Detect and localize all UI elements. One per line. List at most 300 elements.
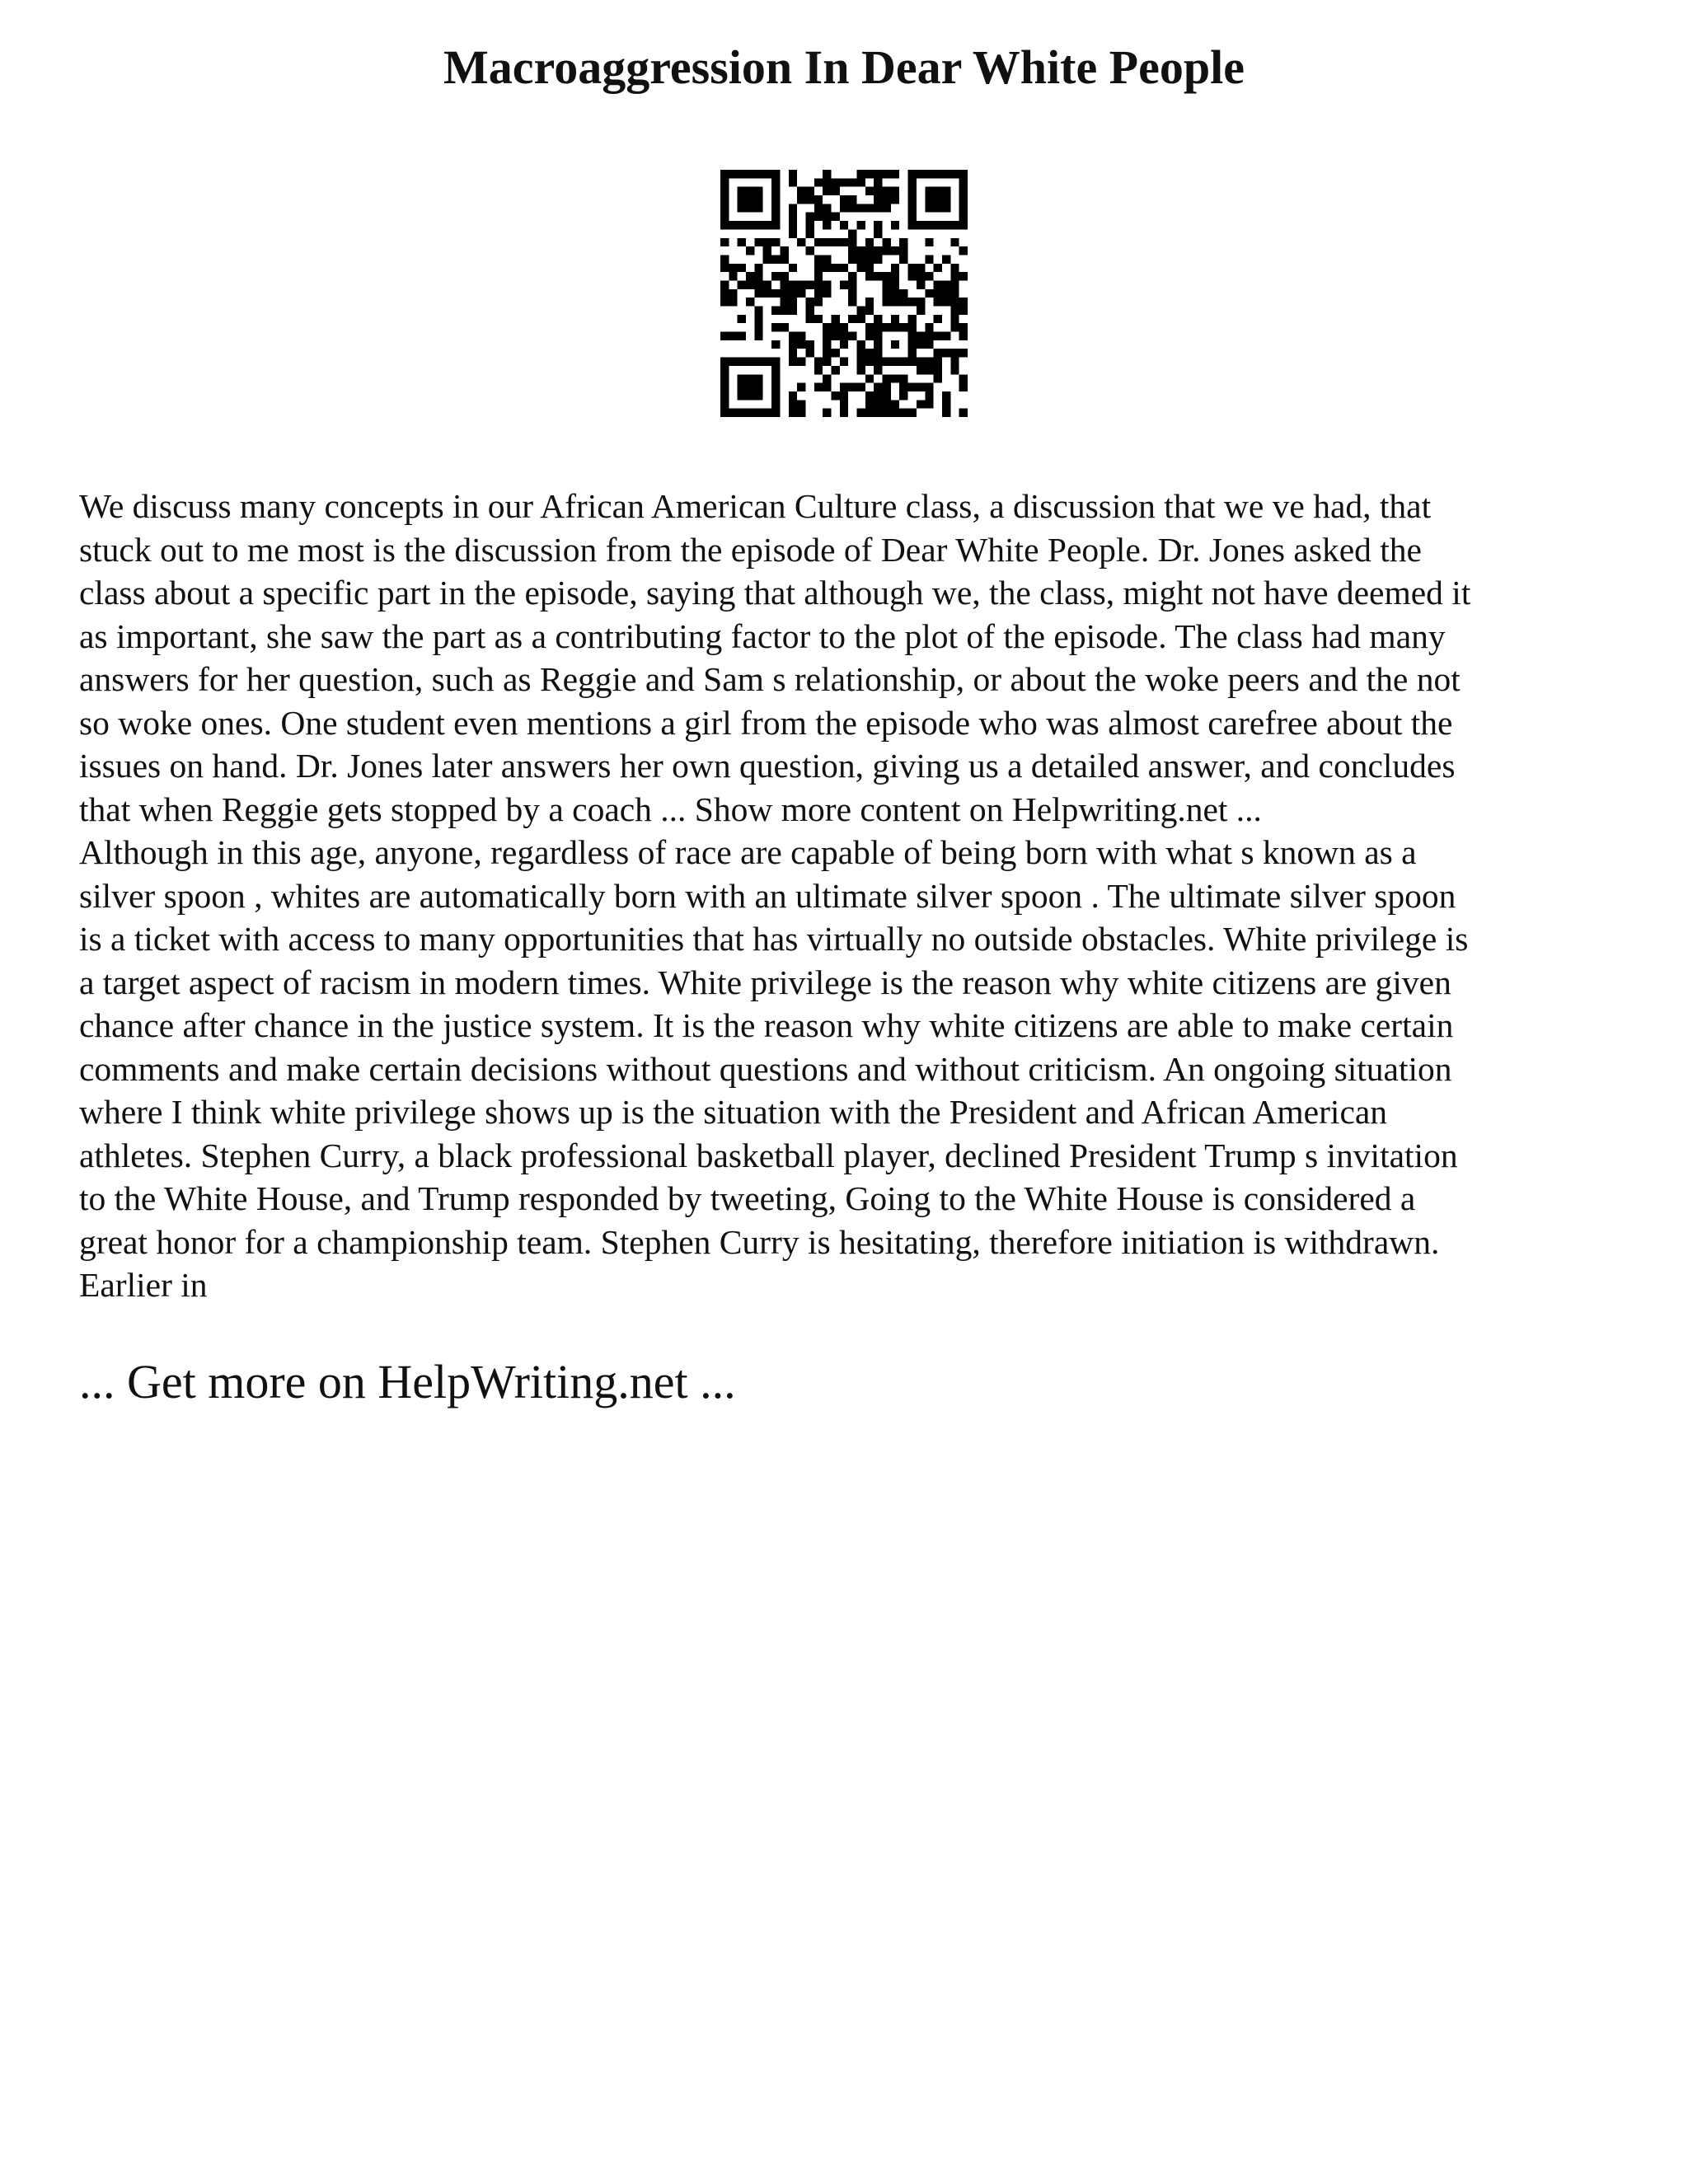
qr-module: [848, 315, 856, 323]
qr-module: [917, 332, 925, 340]
get-more-link[interactable]: ... Get more on HelpWriting.net ...: [79, 1355, 736, 1408]
qr-module: [874, 383, 882, 391]
qr-module: [950, 307, 959, 315]
qr-module: [959, 323, 968, 331]
qr-module: [729, 170, 737, 178]
qr-module: [720, 391, 729, 400]
qr-module: [746, 358, 754, 366]
qr-module: [746, 391, 754, 400]
qr-module: [814, 178, 823, 186]
qr-module: [925, 289, 933, 298]
qr-module: [925, 383, 933, 391]
qr-module: [934, 358, 942, 366]
qr-module: [789, 332, 797, 340]
qr-module: [720, 255, 729, 263]
qr-module: [950, 349, 959, 357]
qr-module: [754, 289, 762, 298]
qr-module: [950, 272, 959, 280]
qr-module: [874, 178, 882, 186]
qr-module: [805, 298, 814, 306]
qr-module: [771, 383, 780, 391]
qr-module: [934, 349, 942, 357]
qr-module: [959, 213, 968, 221]
qr-module: [917, 170, 925, 178]
qr-module: [925, 391, 933, 400]
qr-module: [934, 204, 942, 212]
qr-module: [874, 255, 882, 263]
qr-module: [925, 358, 933, 366]
qr-module: [865, 170, 874, 178]
qr-module: [917, 221, 925, 229]
qr-module: [934, 298, 942, 306]
qr-module: [908, 272, 917, 280]
qr-module: [950, 264, 959, 272]
qr-module: [763, 255, 771, 263]
qr-module: [857, 264, 865, 272]
qr-module: [857, 178, 865, 186]
qr-module: [797, 332, 805, 340]
qr-module: [823, 204, 831, 212]
qr-module: [823, 349, 831, 357]
qr-module: [797, 340, 805, 349]
qr-module: [840, 204, 848, 212]
qr-module: [925, 272, 933, 280]
qr-module: [754, 332, 762, 340]
qr-module: [848, 383, 856, 391]
qr-module: [805, 246, 814, 255]
qr-module: [857, 307, 865, 315]
qr-module: [805, 213, 814, 221]
qr-module: [908, 221, 917, 229]
qr-module: [950, 315, 959, 323]
qr-module: [754, 374, 762, 382]
qr-module: [754, 264, 762, 272]
qr-module: [729, 358, 737, 366]
qr-module: [908, 213, 917, 221]
qr-module: [738, 374, 746, 382]
qr-code: [720, 170, 968, 417]
qr-module: [720, 280, 729, 288]
qr-module: [874, 204, 882, 212]
qr-module: [908, 409, 917, 417]
qr-module: [746, 374, 754, 382]
qr-module: [771, 400, 780, 408]
qr-module: [771, 255, 780, 263]
qr-module: [754, 323, 762, 331]
qr-module: [729, 221, 737, 229]
qr-module: [908, 358, 917, 366]
qr-module: [883, 204, 891, 212]
qr-module: [754, 409, 762, 417]
qr-module: [950, 289, 959, 298]
qr-module: [738, 358, 746, 366]
qr-module: [814, 272, 823, 280]
qr-module: [831, 213, 839, 221]
qr-module: [908, 298, 917, 306]
qr-module: [934, 187, 942, 195]
qr-module: [891, 289, 899, 298]
qr-module: [789, 264, 797, 272]
qr-module: [738, 315, 746, 323]
qr-module: [814, 358, 823, 366]
qr-module: [840, 238, 848, 246]
qr-module: [865, 246, 874, 255]
qr-module: [925, 238, 933, 246]
qr-module: [738, 170, 746, 178]
qr-module: [917, 340, 925, 349]
qr-module: [771, 391, 780, 400]
qr-module: [874, 195, 882, 204]
qr-module: [934, 280, 942, 288]
qr-module: [720, 238, 729, 246]
qr-module: [720, 289, 729, 298]
qr-module: [805, 280, 814, 288]
qr-module: [738, 204, 746, 212]
qr-module: [763, 289, 771, 298]
qr-module: [942, 204, 950, 212]
qr-module: [789, 298, 797, 306]
qr-module: [883, 195, 891, 204]
qr-module: [883, 246, 891, 255]
qr-module: [925, 340, 933, 349]
qr-module: [840, 323, 848, 331]
qr-module: [950, 221, 959, 229]
qr-module: [857, 409, 865, 417]
qr-module: [917, 280, 925, 288]
qr-module: [789, 178, 797, 186]
qr-module: [857, 383, 865, 391]
qr-module: [950, 280, 959, 288]
qr-module: [831, 187, 839, 195]
qr-module: [823, 383, 831, 391]
qr-module: [908, 204, 917, 212]
qr-module: [883, 400, 891, 408]
qr-module: [789, 213, 797, 221]
qr-module: [729, 409, 737, 417]
qr-module: [883, 238, 891, 246]
qr-module: [891, 170, 899, 178]
qr-module: [942, 409, 950, 417]
qr-module: [857, 315, 865, 323]
qr-module: [848, 195, 856, 204]
qr-module: [865, 400, 874, 408]
qr-module: [771, 213, 780, 221]
qr-module: [857, 246, 865, 255]
qr-module: [780, 246, 788, 255]
qr-module: [789, 280, 797, 288]
qr-module: [746, 204, 754, 212]
qr-module: [805, 187, 814, 195]
qr-module: [754, 272, 762, 280]
qr-module: [797, 409, 805, 417]
qr-module: [934, 264, 942, 272]
qr-module: [720, 332, 729, 340]
qr-module: [865, 409, 874, 417]
qr-module: [746, 383, 754, 391]
qr-module: [771, 272, 780, 280]
qr-module: [891, 374, 899, 382]
qr-module: [950, 170, 959, 178]
qr-module: [729, 264, 737, 272]
qr-module: [754, 383, 762, 391]
qr-module: [831, 315, 839, 323]
qr-module: [805, 315, 814, 323]
qr-module: [771, 358, 780, 366]
qr-module: [959, 307, 968, 315]
qr-module: [746, 187, 754, 195]
qr-module: [950, 238, 959, 246]
qr-module: [942, 255, 950, 263]
qr-module: [738, 391, 746, 400]
qr-module: [865, 323, 874, 331]
qr-module: [814, 383, 823, 391]
qr-module: [763, 409, 771, 417]
qr-module: [780, 289, 788, 298]
qr-module: [771, 409, 780, 417]
qr-module: [814, 264, 823, 272]
qr-module: [857, 221, 865, 229]
qr-module: [899, 255, 907, 263]
qr-module: [823, 358, 831, 366]
qr-module: [805, 229, 814, 237]
qr-module: [925, 366, 933, 374]
qr-module: [942, 391, 950, 400]
qr-module: [942, 400, 950, 408]
qr-module: [823, 332, 831, 340]
qr-module: [883, 298, 891, 306]
qr-module: [738, 332, 746, 340]
qr-module: [823, 409, 831, 417]
qr-module: [874, 170, 882, 178]
qr-module: [814, 213, 823, 221]
qr-module: [848, 246, 856, 255]
qr-module: [746, 195, 754, 204]
qr-module: [899, 358, 907, 366]
qr-module: [771, 307, 780, 315]
qr-module: [848, 255, 856, 263]
qr-module: [959, 272, 968, 280]
qr-module: [891, 315, 899, 323]
qr-module: [823, 255, 831, 263]
qr-module: [729, 289, 737, 298]
qr-module: [891, 400, 899, 408]
qr-module: [840, 264, 848, 272]
qr-module: [899, 238, 907, 246]
qr-module: [771, 178, 780, 186]
qr-module: [720, 221, 729, 229]
qr-module: [789, 204, 797, 212]
qr-module: [865, 255, 874, 263]
qr-module: [729, 332, 737, 340]
qr-module: [874, 246, 882, 255]
qr-module: [908, 170, 917, 178]
qr-module: [729, 298, 737, 306]
qr-module: [823, 323, 831, 331]
qr-module: [865, 349, 874, 357]
qr-module: [771, 195, 780, 204]
qr-module: [883, 374, 891, 382]
qr-module: [823, 178, 831, 186]
qr-module: [720, 213, 729, 221]
qr-module: [891, 195, 899, 204]
qr-module: [865, 238, 874, 246]
qr-module: [738, 409, 746, 417]
qr-module: [908, 264, 917, 272]
qr-module: [823, 280, 831, 288]
qr-module: [925, 323, 933, 331]
qr-module: [917, 366, 925, 374]
qr-module: [754, 187, 762, 195]
qr-module: [874, 391, 882, 400]
qr-module: [874, 229, 882, 237]
qr-module: [959, 195, 968, 204]
qr-module: [942, 349, 950, 357]
qr-module: [848, 229, 856, 237]
qr-module: [754, 391, 762, 400]
qr-module: [942, 170, 950, 178]
qr-module: [720, 204, 729, 212]
qr-module: [797, 358, 805, 366]
qr-module: [805, 195, 814, 204]
qr-module: [959, 383, 968, 391]
qr-module: [840, 178, 848, 186]
qr-module: [814, 315, 823, 323]
qr-module: [780, 307, 788, 315]
qr-module: [950, 366, 959, 374]
qr-module: [814, 366, 823, 374]
qr-module: [865, 204, 874, 212]
qr-module: [840, 280, 848, 288]
qr-module: [891, 409, 899, 417]
qr-code-icon: [720, 170, 968, 417]
qr-module: [883, 409, 891, 417]
qr-module: [805, 349, 814, 357]
qr-module: [908, 383, 917, 391]
qr-module: [754, 358, 762, 366]
qr-module: [729, 272, 737, 280]
qr-module: [746, 272, 754, 280]
qr-module: [738, 195, 746, 204]
qr-module: [754, 315, 762, 323]
qr-module: [865, 374, 874, 382]
qr-module: [934, 289, 942, 298]
qr-module: [883, 280, 891, 288]
qr-module: [925, 204, 933, 212]
qr-module: [823, 238, 831, 246]
qr-module: [874, 349, 882, 357]
qr-module: [959, 204, 968, 212]
qr-module: [763, 221, 771, 229]
qr-module: [857, 170, 865, 178]
qr-module: [942, 187, 950, 195]
qr-module: [789, 289, 797, 298]
qr-module: [754, 170, 762, 178]
qr-module: [917, 264, 925, 272]
qr-module: [865, 264, 874, 272]
qr-module: [959, 409, 968, 417]
qr-module: [771, 323, 780, 331]
qr-module: [831, 391, 839, 400]
qr-module: [874, 358, 882, 366]
qr-module: [891, 358, 899, 366]
qr-module: [950, 298, 959, 306]
qr-module: [874, 315, 882, 323]
qr-module: [917, 383, 925, 391]
qr-module: [771, 340, 780, 349]
qr-module: [959, 349, 968, 357]
qr-module: [908, 187, 917, 195]
qr-module: [891, 323, 899, 331]
qr-module: [857, 204, 865, 212]
qr-module: [959, 332, 968, 340]
qr-module: [857, 358, 865, 366]
qr-module: [805, 307, 814, 315]
qr-module: [908, 195, 917, 204]
qr-module: [874, 221, 882, 229]
qr-module: [780, 323, 788, 331]
qr-module: [763, 246, 771, 255]
qr-module: [942, 280, 950, 288]
qr-module: [874, 332, 882, 340]
qr-module: [789, 340, 797, 349]
qr-module: [814, 289, 823, 298]
qr-module: [823, 221, 831, 229]
qr-module: [874, 323, 882, 331]
qr-module: [883, 383, 891, 391]
qr-module: [831, 349, 839, 357]
qr-module: [959, 178, 968, 186]
qr-module: [840, 358, 848, 366]
qr-module: [934, 332, 942, 340]
qr-module: [934, 374, 942, 382]
qr-module: [720, 358, 729, 366]
qr-module: [831, 264, 839, 272]
qr-module: [771, 366, 780, 374]
qr-module: [959, 170, 968, 178]
qr-module: [797, 238, 805, 246]
qr-module: [840, 409, 848, 417]
qr-module: [899, 374, 907, 382]
qr-module: [848, 238, 856, 246]
qr-module: [746, 409, 754, 417]
qr-module: [789, 349, 797, 357]
qr-module: [883, 289, 891, 298]
qr-module: [959, 246, 968, 255]
qr-module: [942, 332, 950, 340]
qr-module: [925, 255, 933, 263]
qr-module: [874, 340, 882, 349]
qr-module: [899, 298, 907, 306]
qr-module: [874, 272, 882, 280]
page-title: Macroaggression In Dear White People: [443, 40, 1245, 94]
qr-module: [814, 255, 823, 263]
qr-module: [891, 340, 899, 349]
qr-module: [771, 170, 780, 178]
qr-module: [942, 221, 950, 229]
qr-module: [874, 187, 882, 195]
qr-module: [950, 323, 959, 331]
qr-module: [857, 366, 865, 374]
qr-module: [738, 187, 746, 195]
qr-module: [942, 195, 950, 204]
qr-module: [823, 289, 831, 298]
qr-module: [771, 204, 780, 212]
qr-module: [925, 195, 933, 204]
qr-module: [823, 264, 831, 272]
qr-module: [840, 400, 848, 408]
qr-module: [883, 187, 891, 195]
qr-module: [840, 383, 848, 391]
